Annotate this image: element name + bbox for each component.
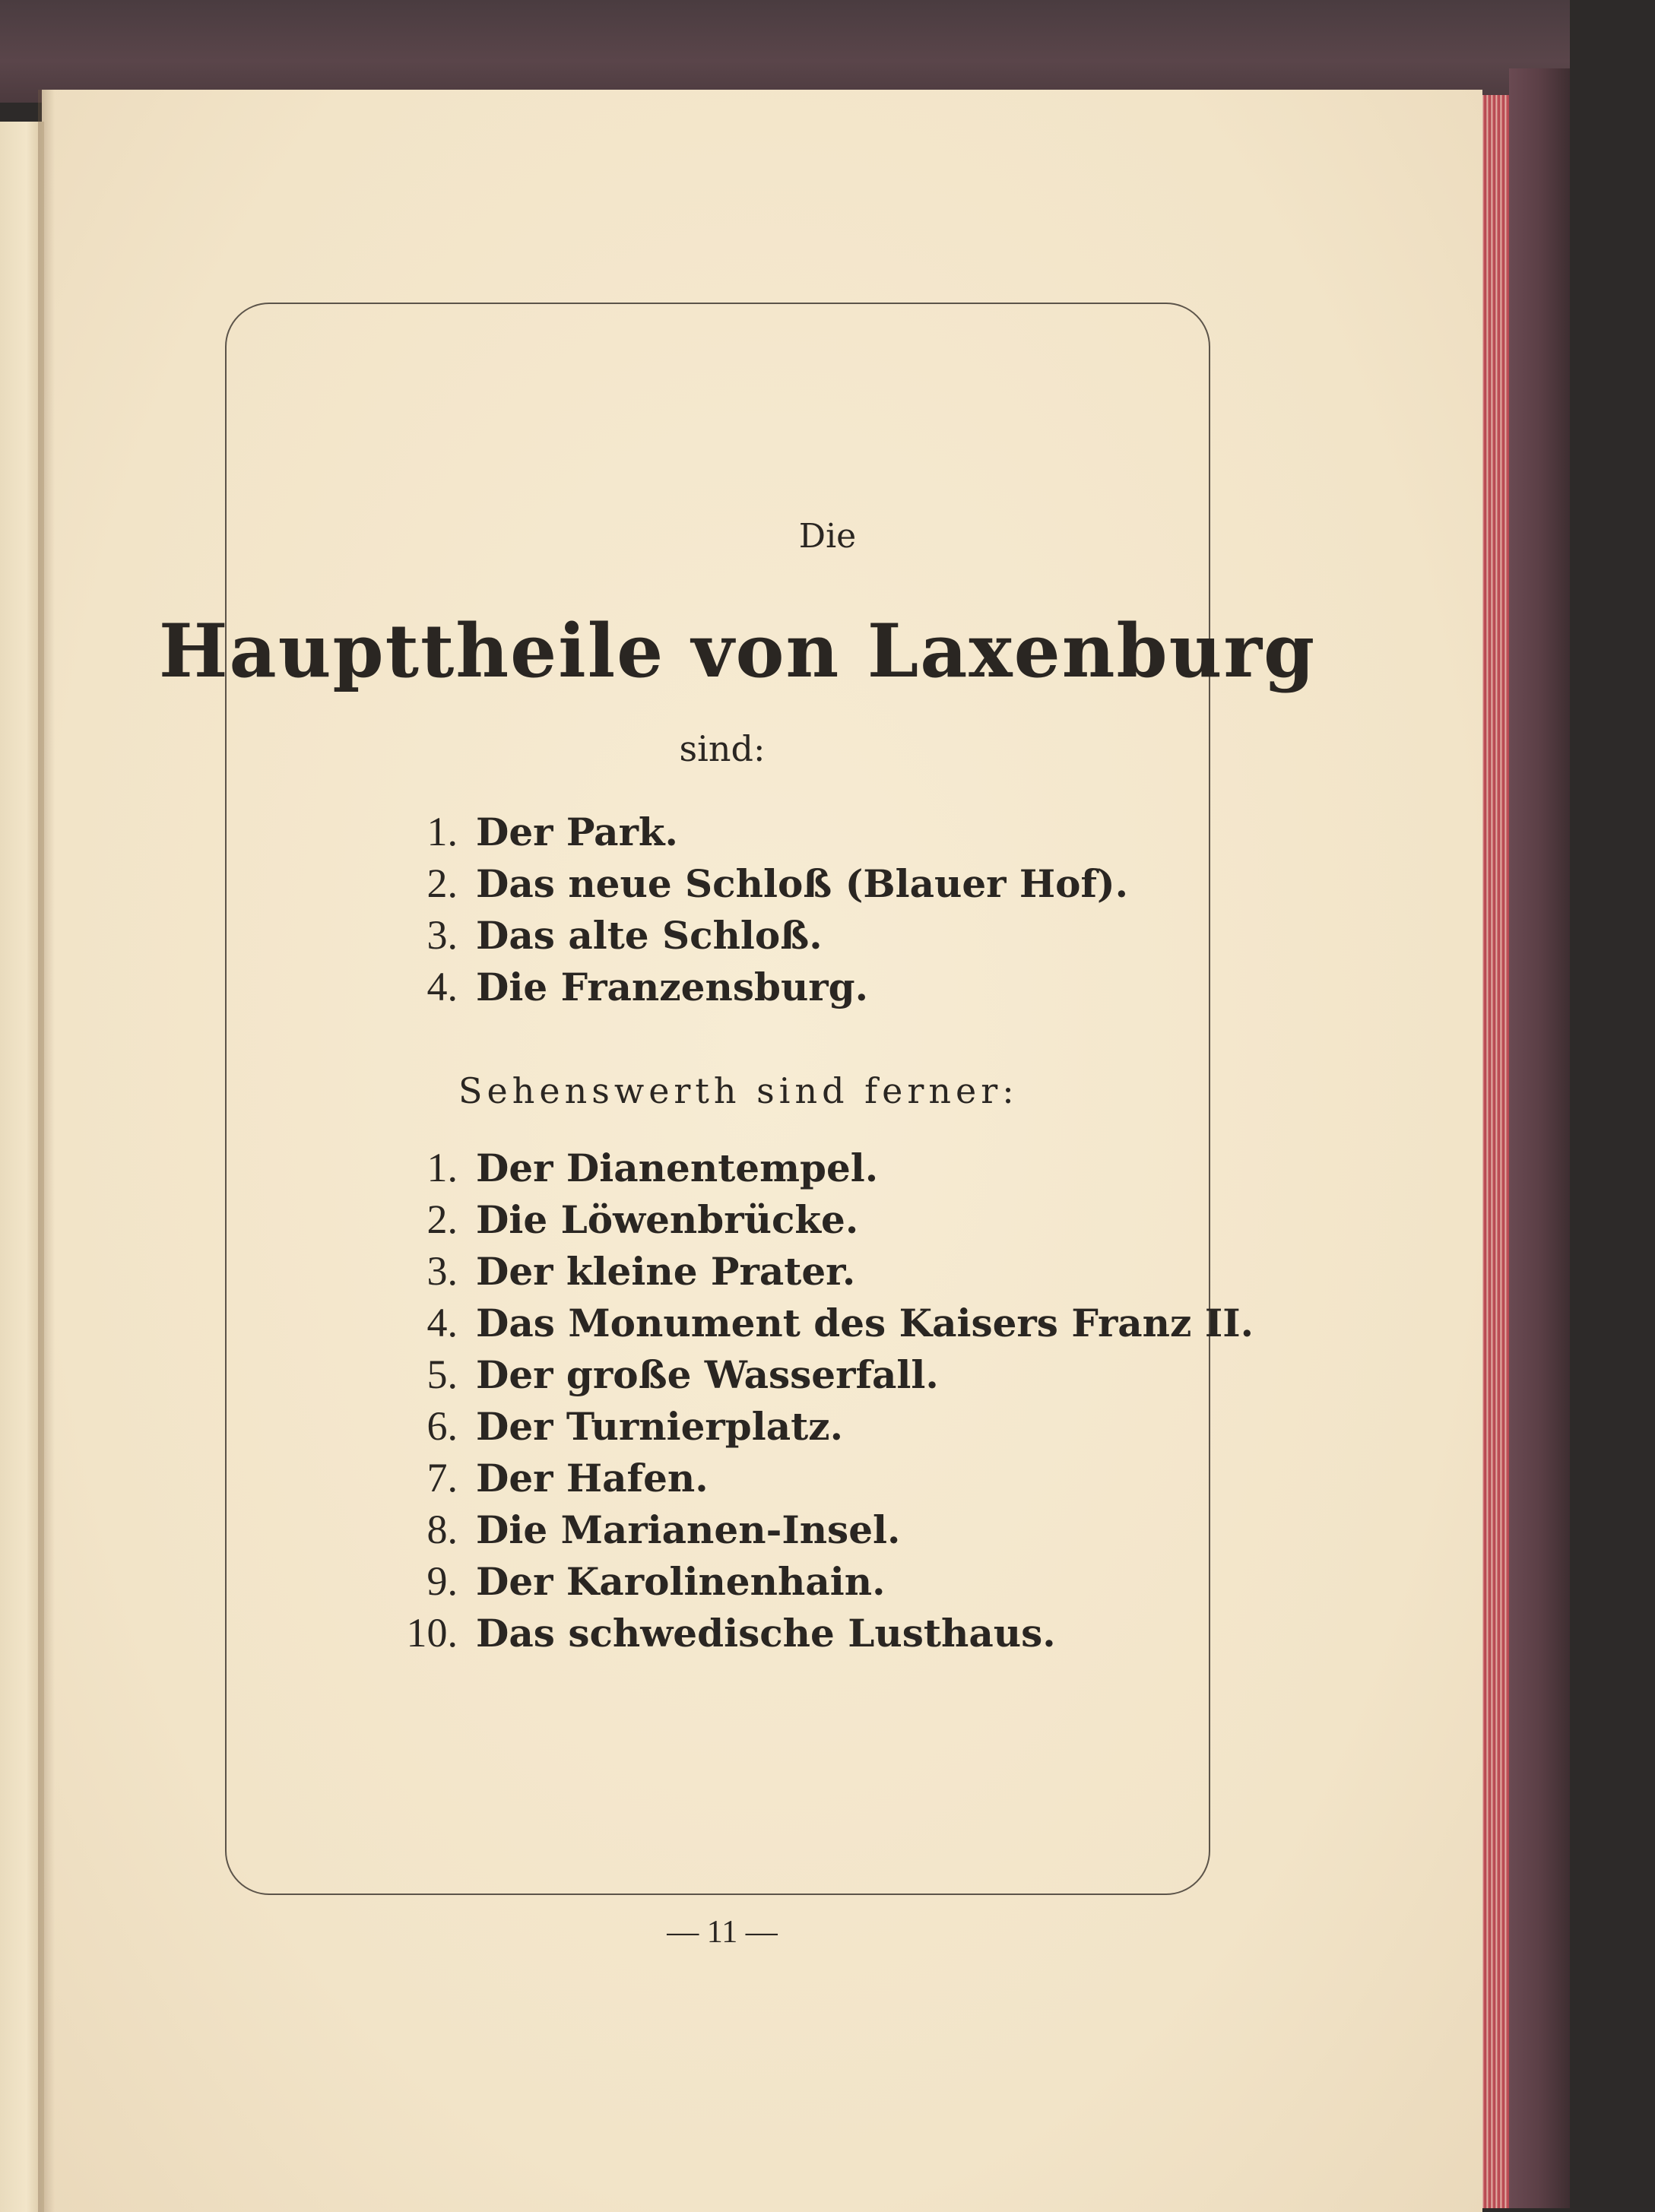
item-number: 5. (426, 1352, 458, 1397)
list-item (373, 1555, 1254, 1607)
book-cover-right (1509, 68, 1570, 2208)
list-item (373, 1193, 1254, 1245)
item-number: 2. (426, 1196, 458, 1242)
main-parts-list (373, 806, 1128, 1013)
list-item (373, 1607, 1254, 1659)
item-label: Das neue Schloß (Blauer Hof). (476, 860, 1129, 906)
intro-text: Die (798, 517, 857, 556)
item-number: 3. (426, 1248, 458, 1294)
item-number: 1. (426, 809, 458, 854)
item-label: Die Franzensburg. (476, 964, 869, 1009)
item-number: 8. (426, 1507, 458, 1552)
item-number: 2. (426, 860, 458, 906)
list-item (373, 1142, 1254, 1193)
item-number: 9. (426, 1558, 458, 1604)
sights-list (373, 1142, 1254, 1659)
list-item (373, 806, 1128, 857)
item-label: Der große Wasserfall. (476, 1352, 939, 1397)
page-title: Haupttheile von Laxenburg (158, 608, 1317, 694)
item-number: 4. (426, 1300, 458, 1345)
item-number: 4. (426, 964, 458, 1009)
item-number: 1. (426, 1145, 458, 1190)
book-cover-top (0, 0, 1570, 103)
list-item (373, 857, 1128, 909)
item-label: Das alte Schloß. (476, 912, 823, 958)
gutter-shadow (38, 90, 55, 2212)
item-label: Das schwedische Lusthaus. (476, 1610, 1056, 1656)
list-item (373, 1348, 1254, 1400)
list-item (373, 909, 1128, 961)
intro-sind: sind: (679, 728, 766, 769)
sights-heading: Sehenswerth sind ferner: (458, 1070, 1019, 1111)
list-item (373, 1400, 1254, 1452)
page-number: — 11 — (667, 1915, 778, 1950)
item-number: 7. (426, 1455, 458, 1501)
item-label: Der kleine Prater. (476, 1248, 856, 1294)
item-label: Die Marianen-Insel. (476, 1507, 901, 1552)
list-item (373, 1504, 1254, 1555)
item-label: Der Turnierplatz. (476, 1403, 843, 1449)
list-item (373, 1245, 1254, 1297)
list-item (373, 1297, 1254, 1348)
item-label: Die Löwenbrücke. (476, 1196, 859, 1242)
item-label: Der Karolinenhain. (476, 1558, 886, 1604)
item-label: Das Monument des Kaisers Franz II. (476, 1300, 1254, 1345)
item-label: Der Dianentempel. (476, 1145, 879, 1190)
item-label: Der Park. (476, 809, 678, 854)
item-label: Der Hafen. (476, 1455, 709, 1501)
item-number: 3. (426, 912, 458, 958)
list-item (373, 1452, 1254, 1504)
item-number: 6. (426, 1403, 458, 1449)
list-item (373, 961, 1128, 1013)
item-number: 10. (406, 1610, 458, 1656)
